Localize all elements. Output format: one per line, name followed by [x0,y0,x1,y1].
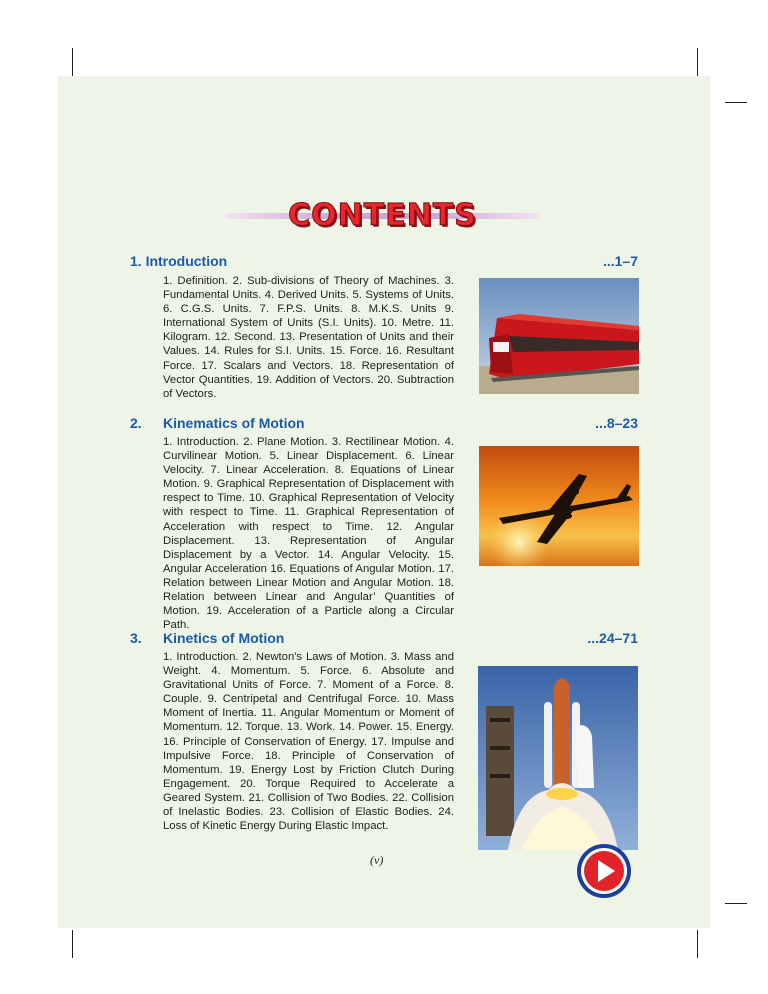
crop-mark [72,930,73,958]
space-shuttle-photo [478,666,638,850]
chapter-pages: ...24–71 [587,630,638,646]
crop-mark [697,48,698,76]
heading-text: CONTENTS [288,198,477,233]
chapter-pages: ...1–7 [602,253,638,269]
chapter-number: 2. [130,415,142,431]
airplane-photo [479,446,639,566]
chapter-3-heading[interactable] [130,630,638,650]
page-number: (v) [370,853,384,867]
chapter-1-topics: 1. Definition. 2. Sub-divisions of Theory of Machines. 3. Fundamental Units. 4. Derived Units. 5. Systems of Units. 6. C.G.S. Units. 7. F.P.S. Units. 8. M.K.S. Units 9. International System of Units (S.I. Units). 10. Metre. 11. Kilogram. 12. Second. 13. Presentation of Units and their Values. 14. Rules for S.I. Units. 15. Force. 16. Resultant Force. 17. Scalars and Vectors. 18. Representation of Vector Quantities. 19. Addition of Vectors. 20. Subtraction of Vectors. [163,275,454,400]
chapter-title: 1. Introduction [130,253,228,269]
play-icon[interactable] [576,843,632,899]
chapter-number: 3. [130,630,142,646]
crop-mark [72,48,73,76]
chapter-title: Kinematics of Motion [163,415,305,431]
crop-mark [725,903,747,904]
chapter-2-topics: 1. Introduction. 2. Plane Motion. 3. Rectilinear Motion. 4. Curvilinear Motion. 5. Linear Displacement. 6. Linear Velocity. 7. Linear Acceleration. 8. Equations of Linear Motion. 9. Graphical Representation of Displacement with respect to Time. 10. Graphical Representation of Velocity with respect to Time. 11. Graphical Representation of Acceleration with respect to Time. 12. Angular Displacement. 13. Representation of Angular Displacement by a Vector. 14. Angular Velocity. 15. Angular Acceleration 16. Equations of Angular Motion. 17. Relation between Linear Motion and Angular Motion. 18. Relation between Linear and Angular’ Quantities of Motion. 19. Acceleration of a Particle along a Circular Path. [163,436,454,632]
train-photo [479,278,639,394]
contents-heading [225,200,540,234]
chapter-1-heading[interactable] [130,253,638,273]
chapter-title: Kinetics of Motion [163,630,285,646]
chapter-pages: ...8–23 [595,415,638,431]
chapter-2-heading[interactable] [130,415,638,435]
crop-mark [725,102,747,103]
crop-mark [697,930,698,958]
chapter-3-topics: 1. Introduction. 2. Newton's Laws of Motion. 3. Mass and Weight. 4. Momentum. 5. Force. 6. Absolute and Gravitational Units of Force. 7. Moment of a Force. 8. Couple. 9. Centripetal and Centrifugal Force. 10. Mass Moment of Inertia. 11. Angular Momentum or Moment of Momentum. 12. Torque. 13. Work. 14. Power. 15. Energy. 16. Principle of Conservation of Energy. 17. Impulse and Impulsive Force. 18. Principle of Conservation of Momentum. 19. Energy Lost by Friction Clutch During Engagement. 20. Torque Required to Accelerate a Geared System. 21. Collision of Two Bodies. 22. Collision of Inelastic Bodies. 23. Collision of Elastic Bodies. 24. Loss of Kinetic Energy During Elastic Impact. [163,651,454,833]
